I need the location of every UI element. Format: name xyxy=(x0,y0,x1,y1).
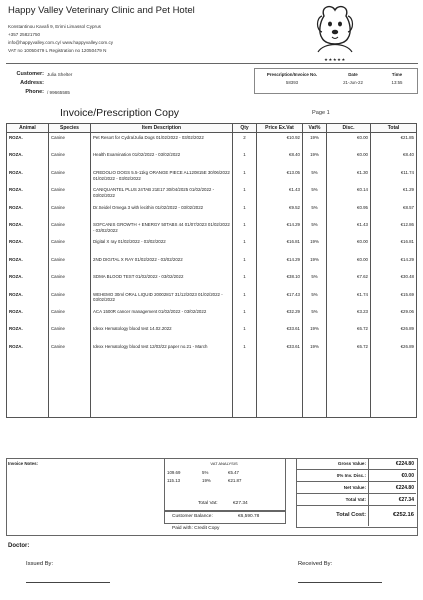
cell-species xyxy=(49,220,91,237)
cell-species-text: Canine xyxy=(51,326,65,332)
cell-qty xyxy=(233,220,257,237)
cell-description xyxy=(91,220,233,237)
table-row xyxy=(7,324,417,341)
cell-vat xyxy=(303,150,327,167)
cell-description-text: SOFCANIS GROWTH + ENERGY 50TABS 44 01/07/2023 01/02/2022 - 03/02/2022 xyxy=(93,221,230,233)
cell-qty-text: 1 xyxy=(243,239,246,245)
cell-qty-text: 1 xyxy=(243,169,246,175)
issued-by-signature-line xyxy=(26,582,110,583)
cell-vat xyxy=(303,168,327,185)
cell-species-text: Canine xyxy=(51,343,65,349)
document-title: Invoice/Prescription Copy xyxy=(60,107,180,119)
cell-animal-text: ROZA. xyxy=(9,239,23,245)
cell-description xyxy=(91,307,233,324)
cell-disc xyxy=(327,168,371,185)
invoice-time: 13:55 xyxy=(391,80,403,85)
table-row xyxy=(7,237,417,254)
cell-disc-text: €1.74 xyxy=(357,291,368,297)
cell-description-text: Health Examination 01/02/2022 - 03/02/2022 xyxy=(93,152,181,158)
date-label: Date xyxy=(348,72,358,77)
cell-total xyxy=(371,272,417,289)
cell-description-text: Idexx Hematology blood test 12/03/22 paper no.21 - March xyxy=(93,343,208,349)
cell-species-text: Canine xyxy=(51,239,65,245)
cell-price-text: €8.40 xyxy=(289,152,300,158)
cell-species xyxy=(49,324,91,341)
cell-total-text: €14.29 xyxy=(400,256,414,262)
cell-price-text: €33.61 xyxy=(286,326,300,332)
clinic-name: Happy Valley Veterinary Clinic and Pet Hotel xyxy=(8,5,195,16)
cell-disc xyxy=(327,237,371,254)
cell-qty-text: 1 xyxy=(243,256,246,262)
vat-base-1: 115.13 xyxy=(167,478,181,483)
cell-vat xyxy=(303,342,327,359)
cell-disc xyxy=(327,290,371,307)
cell-disc xyxy=(327,203,371,220)
vat-amount-0: €5.47 xyxy=(228,470,239,475)
cell-animal xyxy=(7,168,49,185)
vat-analysis-box xyxy=(164,458,286,512)
empty-cell xyxy=(327,359,371,418)
cell-animal-text: ROZA. xyxy=(9,291,23,297)
totals-row-rule-2 xyxy=(296,481,416,482)
col-header-disc: Disc. xyxy=(327,124,371,133)
table-row xyxy=(7,220,417,237)
balance-label: Customer Balance: xyxy=(172,514,213,519)
cell-price xyxy=(257,272,303,289)
table-row xyxy=(7,307,417,324)
cell-total xyxy=(371,324,417,341)
table-row xyxy=(7,203,417,220)
cell-total-text: €21.85 xyxy=(400,135,414,140)
cell-description-text: WEHEMO 30ml ORAL LIQUID 20002817 31/12/2023 01/02/2022 - 03/02/2022 xyxy=(93,291,223,303)
cell-animal-text: ROZA. xyxy=(9,169,23,175)
inv-disc-label: 0% Inv. Disc.: xyxy=(336,473,366,478)
col-header-qty: Qty xyxy=(233,124,257,133)
totals-vat-value: €27.34 xyxy=(398,497,414,503)
cell-total xyxy=(371,150,417,167)
cell-disc-text: €1.43 xyxy=(357,221,368,227)
invoice-date: 21-Jun-22 xyxy=(343,80,363,85)
totals-vat-label: Total Vat: xyxy=(345,497,366,502)
cell-description-text: Pet Resort for Cydra/Julia Dogs 01/02/2022 - 03/02/2022 xyxy=(93,135,204,140)
cell-species xyxy=(49,185,91,202)
cell-price xyxy=(257,168,303,185)
cell-qty-text: 2 xyxy=(243,135,246,140)
paid-with: Paid with: Credit Copy xyxy=(172,526,220,531)
cell-price xyxy=(257,307,303,324)
cell-total xyxy=(371,307,417,324)
phone-label: Phone: xyxy=(25,89,44,95)
cell-disc xyxy=(327,272,371,289)
cell-disc-text: €1.30 xyxy=(357,169,368,175)
cell-total xyxy=(371,133,417,151)
cell-species-text: Canine xyxy=(51,187,65,193)
cell-description xyxy=(91,342,233,359)
table-row xyxy=(7,255,417,272)
net-label: Net Value: xyxy=(343,485,366,490)
vat-analysis-title: VAT ANALYSIS xyxy=(210,461,238,466)
received-by-label: Received By: xyxy=(298,561,333,567)
cell-price-text: €13.05 xyxy=(286,169,300,175)
vat-amount-1: €21.87 xyxy=(228,478,242,483)
cell-animal-text: ROZA. xyxy=(9,256,23,262)
cell-description-text: Idexx Hematology blood test 14.02.2022 xyxy=(93,326,172,332)
cell-animal xyxy=(7,307,49,324)
col-header-price: Price Ex.Vat xyxy=(257,124,303,133)
cell-total-text: €30.48 xyxy=(400,274,414,280)
cell-total xyxy=(371,237,417,254)
cell-description-text: CREDOLIO DOGS 5.5-11kg ORANGE PIECE AL120815E 30/06/2022 01/02/2022 - 03/02/2022 xyxy=(93,169,230,181)
cell-species-text: Canine xyxy=(51,291,65,297)
col-header-total: Total xyxy=(371,124,417,133)
cell-animal-text: ROZA. xyxy=(9,274,23,280)
logo-stars: ★★★★★ xyxy=(324,57,346,62)
items-table xyxy=(6,123,417,418)
cell-price-text: €38.10 xyxy=(286,274,300,280)
cell-qty-text: 1 xyxy=(243,221,246,227)
cell-disc-text: €6.72 xyxy=(357,326,368,332)
cell-qty-text: 1 xyxy=(243,291,246,297)
cell-disc xyxy=(327,255,371,272)
cell-description xyxy=(91,324,233,341)
cell-species-text: Canine xyxy=(51,204,65,210)
cell-description xyxy=(91,185,233,202)
cell-total-text: €16.81 xyxy=(400,239,414,245)
table-row xyxy=(7,342,417,359)
cell-description xyxy=(91,272,233,289)
cell-vat-text: 5% xyxy=(311,187,318,193)
cell-animal-text: ROZA. xyxy=(9,204,23,210)
cell-qty-text: 1 xyxy=(243,204,246,210)
empty-cell xyxy=(233,359,257,418)
cell-disc xyxy=(327,150,371,167)
cell-vat xyxy=(303,272,327,289)
cell-total-text: €26.89 xyxy=(400,343,414,349)
invoice-meta-box xyxy=(254,68,418,94)
net-value: €224.80 xyxy=(395,485,414,491)
cell-vat-text: 19% xyxy=(310,343,319,349)
cell-price-text: €9.52 xyxy=(289,204,300,210)
cell-vat xyxy=(303,133,327,151)
cell-qty xyxy=(233,150,257,167)
cell-disc-text: €6.72 xyxy=(357,343,368,349)
cell-animal-text: ROZA. xyxy=(9,152,23,158)
cell-price-text: €10.92 xyxy=(286,135,300,140)
header-divider xyxy=(6,63,418,64)
cell-description xyxy=(91,255,233,272)
cell-qty xyxy=(233,237,257,254)
cell-price xyxy=(257,133,303,151)
cell-animal xyxy=(7,203,49,220)
cell-disc-text: €0.14 xyxy=(357,187,368,193)
invoice-no-label: Prescription/Invoice No. xyxy=(266,72,318,77)
cell-price xyxy=(257,220,303,237)
cell-total-text: €29.06 xyxy=(400,308,414,314)
empty-cell xyxy=(91,359,233,418)
cell-disc-text: €3.23 xyxy=(357,308,368,314)
inv-disc-value: €0.00 xyxy=(401,473,414,479)
table-header-row xyxy=(7,124,417,133)
cell-vat xyxy=(303,324,327,341)
cell-species xyxy=(49,290,91,307)
col-header-description: Item Description xyxy=(91,124,233,133)
cell-price-text: €32.29 xyxy=(286,308,300,314)
balance-value: €6,590.78 xyxy=(238,514,260,519)
cell-qty-text: 1 xyxy=(243,308,246,314)
cell-qty xyxy=(233,185,257,202)
total-cost-value: €252.16 xyxy=(393,512,414,518)
cell-species xyxy=(49,150,91,167)
cell-description-text: ACA 1500R cancer management 01/02/2022 - 03/02/2022 xyxy=(93,308,207,314)
cell-animal xyxy=(7,220,49,237)
empty-cell xyxy=(303,359,327,418)
cell-total xyxy=(371,203,417,220)
cell-species-text: Canine xyxy=(51,274,65,280)
customer-phone: / 99665585 xyxy=(47,90,70,95)
cell-animal xyxy=(7,272,49,289)
cell-description-text: SDMA BLOOD TEST 01/02/2022 - 03/02/2022 xyxy=(93,274,184,280)
empty-cell xyxy=(257,359,303,418)
cell-description-text: Dr.Seidel Omega 3 with lecithin 01/02/2022 - 03/02/2022 xyxy=(93,204,204,210)
cell-disc xyxy=(327,307,371,324)
cell-qty xyxy=(233,133,257,151)
cell-price xyxy=(257,203,303,220)
cell-species-text: Canine xyxy=(51,221,65,227)
cell-vat-text: 19% xyxy=(310,256,319,262)
cell-price-text: €33.61 xyxy=(286,343,300,349)
cell-vat-text: 19% xyxy=(310,135,319,140)
doctor-label: Doctor: xyxy=(8,543,30,549)
invoice-notes-label: Invoice Notes: xyxy=(8,461,39,466)
cell-vat xyxy=(303,255,327,272)
cell-disc xyxy=(327,324,371,341)
total-vat-value: €27.34 xyxy=(233,501,248,506)
clinic-phone: +357 25821750 xyxy=(8,32,41,37)
cell-description-text: CANIQUANTEL PLUS 24TAB 21E17 30/04/2025 01/02/2022 - 03/02/2022 xyxy=(93,187,215,198)
cell-description-text: 2ND DIGITAL X RAY 01/02/2022 - 03/02/2022 xyxy=(93,256,183,262)
cell-vat-text: 5% xyxy=(311,274,318,280)
received-by-signature-line xyxy=(298,582,382,583)
clinic-contact: info@happyvalley.com.cy/ www.happyvalley.com.cy xyxy=(8,40,114,45)
cell-description-text: Digital X ray 01/02/2022 - 03/02/2022 xyxy=(93,239,166,245)
cell-qty-text: 1 xyxy=(243,187,246,193)
cell-species-text: Canine xyxy=(51,152,65,158)
cell-price xyxy=(257,150,303,167)
cell-disc xyxy=(327,220,371,237)
cell-vat xyxy=(303,307,327,324)
cell-species xyxy=(49,307,91,324)
cell-qty xyxy=(233,272,257,289)
col-header-species: Species xyxy=(49,124,91,133)
cell-animal xyxy=(7,324,49,341)
cell-price xyxy=(257,255,303,272)
cell-qty xyxy=(233,342,257,359)
address-label: Address: xyxy=(20,80,44,86)
cell-animal xyxy=(7,150,49,167)
cell-species-text: Canine xyxy=(51,256,65,262)
cell-qty-text: 1 xyxy=(243,343,246,349)
cell-vat xyxy=(303,237,327,254)
cell-description xyxy=(91,290,233,307)
cell-species-text: Canine xyxy=(51,135,65,140)
cell-price xyxy=(257,324,303,341)
cell-vat-text: 5% xyxy=(311,308,318,314)
total-cost-label: Total Cost: xyxy=(336,512,366,518)
cell-animal xyxy=(7,133,49,151)
gross-label: Gross Value: xyxy=(337,461,366,466)
cell-price xyxy=(257,185,303,202)
cell-description xyxy=(91,168,233,185)
cell-total-text: €8.57 xyxy=(403,204,414,210)
cell-total-text: €12.86 xyxy=(400,221,414,227)
cell-animal xyxy=(7,290,49,307)
cell-species-text: Canine xyxy=(51,308,65,314)
cell-vat-text: 19% xyxy=(310,239,319,245)
cell-total-text: €8.40 xyxy=(403,152,414,158)
cell-qty-text: 1 xyxy=(243,152,246,158)
clinic-address: Konstantinou Kavafi 9, Erimi Limassol Cyprus xyxy=(8,24,101,29)
cell-species xyxy=(49,203,91,220)
cell-species xyxy=(49,168,91,185)
cell-price-text: €16.81 xyxy=(286,239,300,245)
cell-qty xyxy=(233,168,257,185)
cell-description xyxy=(91,237,233,254)
clinic-vat: VAT no 10050479 L Registration no 12050479 N xyxy=(8,48,107,53)
cell-animal-text: ROZA. xyxy=(9,135,23,140)
cell-price-text: €17.43 xyxy=(286,291,300,297)
cell-disc-text: €7.62 xyxy=(357,274,368,280)
cell-animal xyxy=(7,237,49,254)
cell-vat-text: 5% xyxy=(311,291,318,297)
cell-species xyxy=(49,133,91,151)
cell-qty xyxy=(233,324,257,341)
cell-vat-text: 5% xyxy=(311,221,318,227)
cell-disc xyxy=(327,342,371,359)
cell-description xyxy=(91,203,233,220)
cell-total xyxy=(371,220,417,237)
totals-row-rule-4 xyxy=(296,505,416,506)
empty-cell xyxy=(49,359,91,418)
cell-qty xyxy=(233,255,257,272)
col-header-vat: Vat% xyxy=(303,124,327,133)
cell-animal xyxy=(7,185,49,202)
empty-cell xyxy=(7,359,49,418)
cell-disc-text: €0.95 xyxy=(357,204,368,210)
cell-total xyxy=(371,168,417,185)
col-header-animal: Animal xyxy=(7,124,49,133)
empty-cell xyxy=(371,359,417,418)
cell-qty xyxy=(233,290,257,307)
cell-species-text: Canine xyxy=(51,169,65,175)
cell-total-text: €26.89 xyxy=(400,326,414,332)
cell-total xyxy=(371,185,417,202)
cell-price-text: €14.29 xyxy=(286,221,300,227)
cell-disc xyxy=(327,133,371,151)
time-label: Time xyxy=(391,72,403,77)
cell-animal-text: ROZA. xyxy=(9,343,23,349)
cell-price xyxy=(257,290,303,307)
totals-row-rule-1 xyxy=(296,469,416,470)
cell-vat xyxy=(303,203,327,220)
cell-vat-text: 19% xyxy=(310,326,319,332)
vat-rate-0: 5% xyxy=(202,470,209,475)
cell-price xyxy=(257,342,303,359)
issued-by-label: Issued By: xyxy=(26,561,54,567)
cell-price-text: €14.29 xyxy=(286,256,300,262)
cell-disc-text: €0.00 xyxy=(357,239,368,245)
cell-total-text: €1.29 xyxy=(403,187,414,193)
cell-vat xyxy=(303,220,327,237)
cell-total-text: €11.74 xyxy=(400,169,414,175)
cell-qty-text: 1 xyxy=(243,274,246,280)
cell-vat-text: 19% xyxy=(310,152,319,158)
cell-species xyxy=(49,272,91,289)
customer-label: Customer: xyxy=(16,71,44,77)
vat-base-0: 109.69 xyxy=(167,470,181,475)
page-number: Page 1 xyxy=(312,110,330,116)
table-row xyxy=(7,272,417,289)
vat-rate-1: 19% xyxy=(202,478,211,483)
cell-total xyxy=(371,255,417,272)
cell-total xyxy=(371,290,417,307)
cell-total-text: €15.69 xyxy=(400,291,414,297)
cell-animal-text: ROZA. xyxy=(9,308,23,314)
cell-price-text: €1.43 xyxy=(289,187,300,193)
dog-logo-icon xyxy=(310,2,360,64)
cell-disc-text: €0.00 xyxy=(357,152,368,158)
table-row xyxy=(7,185,417,202)
table-row xyxy=(7,168,417,185)
customer-name: Julia Shelter xyxy=(47,72,73,77)
cell-total xyxy=(371,342,417,359)
invoice-no: 58393 xyxy=(285,80,299,85)
cell-description xyxy=(91,150,233,167)
cell-qty xyxy=(233,307,257,324)
cell-vat xyxy=(303,290,327,307)
cell-vat-text: 5% xyxy=(311,204,318,210)
cell-animal xyxy=(7,255,49,272)
cell-vat-text: 5% xyxy=(311,169,318,175)
cell-disc xyxy=(327,185,371,202)
total-vat-label: Total Vat: xyxy=(198,501,218,506)
cell-price xyxy=(257,237,303,254)
cell-animal xyxy=(7,342,49,359)
table-row xyxy=(7,133,417,151)
cell-qty-text: 1 xyxy=(243,326,246,332)
cell-disc-text: €0.00 xyxy=(357,256,368,262)
cell-species xyxy=(49,255,91,272)
cell-disc-text: €0.00 xyxy=(357,135,368,140)
table-filler-row xyxy=(7,359,417,418)
cell-species xyxy=(49,237,91,254)
cell-species xyxy=(49,342,91,359)
gross-value: €224.80 xyxy=(395,461,414,467)
table-row xyxy=(7,290,417,307)
cell-qty xyxy=(233,203,257,220)
cell-animal-text: ROZA. xyxy=(9,187,23,193)
cell-animal-text: ROZA. xyxy=(9,326,23,332)
cell-description xyxy=(91,133,233,151)
table-row xyxy=(7,150,417,167)
cell-vat xyxy=(303,185,327,202)
totals-row-rule-3 xyxy=(296,493,416,494)
cell-animal-text: ROZA. xyxy=(9,221,23,227)
